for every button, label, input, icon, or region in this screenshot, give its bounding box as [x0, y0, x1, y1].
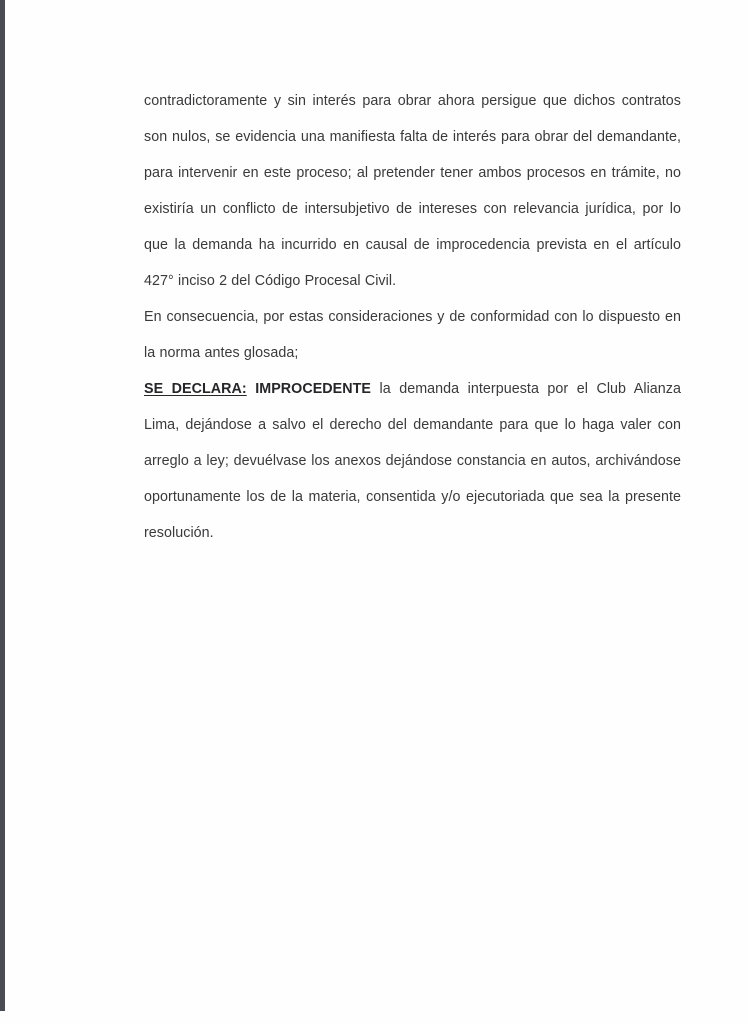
paragraph-consecuencia: En consecuencia, por estas consideraciones y de conformidad con lo dispuesto en la norma antes glosada;: [144, 309, 681, 361]
paragraph-fallo: [144, 371, 681, 551]
ruling-label-space: [247, 381, 256, 397]
ruling-verdict: IMPROCEDENTE: [255, 381, 371, 397]
ruling-body-text: la demanda interpuesta por el Club Alianza Lima, dejándose a salvo el derecho del demandante para que lo haga valer con arreglo a ley; devuélvase los anexos dejándose constancia en autos, archivándose oportunamente los de la materia, consentida y/o ejecutoriada que sea la presente resolución.: [144, 381, 681, 541]
page-edge-bar: [0, 0, 5, 1011]
ruling-label: SE DECLARA:: [144, 381, 247, 397]
paragraph-improcedencia: contradictoramente y sin interés para obrar ahora persigue que dichos contratos son nulos, se evidencia una manifiesta falta de interés para obrar del demandante, para intervenir en este proceso; al pretender tener ambos procesos en trámite, no existiría un conflicto de intersubjetivo de intereses con relevancia jurídica, por lo que la demanda ha incurrido en causal de improcedencia prevista en el artículo 427° inciso 2 del Código Procesal Civil.: [144, 93, 681, 289]
document-text-body: [144, 83, 681, 551]
